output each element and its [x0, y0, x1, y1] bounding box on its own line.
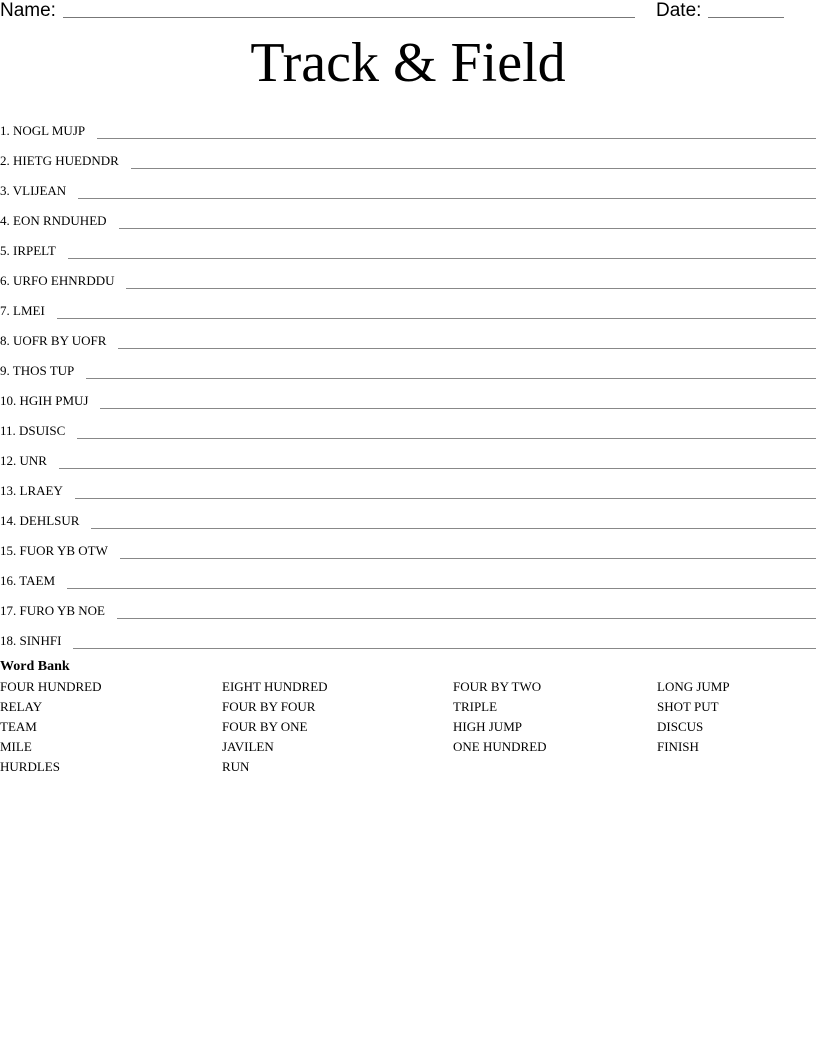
word-bank-item: FOUR BY ONE: [222, 719, 308, 734]
question-row: [0, 531, 816, 561]
scrambled-word: 7. LMEI: [0, 303, 45, 318]
scrambled-word: 3. VLIJEAN: [0, 183, 67, 198]
question-row: [0, 141, 816, 171]
question-row: [0, 171, 816, 201]
question-row: [0, 621, 816, 651]
question-row: [0, 591, 816, 621]
word-bank-item: RUN: [222, 759, 250, 774]
answer-line[interactable]: [68, 258, 816, 259]
scrambled-word: 18. SINHFI: [0, 633, 62, 648]
word-bank-item: FOUR BY TWO: [453, 679, 542, 694]
answer-line[interactable]: [78, 198, 816, 199]
word-bank-item: SHOT PUT: [657, 699, 719, 714]
word-bank-item: DISCUS: [657, 719, 704, 734]
worksheet-title: Track & Field: [250, 32, 566, 94]
word-bank-item: RELAY: [0, 699, 43, 714]
question-row: [0, 321, 816, 351]
answer-line[interactable]: [131, 168, 816, 169]
question-row: [0, 111, 816, 141]
answer-line[interactable]: [97, 138, 816, 139]
word-bank-item: TEAM: [0, 719, 37, 734]
word-bank: [0, 679, 816, 779]
date-field-line[interactable]: [708, 17, 784, 18]
scrambled-word: 13. LRAEY: [0, 483, 63, 498]
answer-line[interactable]: [117, 618, 816, 619]
question-row: [0, 411, 816, 441]
word-bank-item: TRIPLE: [453, 699, 498, 714]
question-row: [0, 261, 816, 291]
word-bank-item: FOUR HUNDRED: [0, 679, 102, 694]
word-bank-item: JAVILEN: [222, 739, 274, 754]
scrambled-word: 2. HIETG HUEDNDR: [0, 153, 119, 168]
question-row: [0, 291, 816, 321]
answer-line[interactable]: [86, 378, 816, 379]
word-bank-item: HIGH JUMP: [453, 719, 522, 734]
scrambled-word: 16. TAEM: [0, 573, 56, 588]
answer-line[interactable]: [126, 288, 816, 289]
scrambled-word: 10. HGIH PMUJ: [0, 393, 89, 408]
name-label: Name:: [0, 0, 56, 21]
question-row: [0, 561, 816, 591]
scrambled-word: 6. URFO EHNRDDU: [0, 273, 115, 288]
scrambled-word: 4. EON RNDUHED: [0, 213, 107, 228]
scrambled-word: 11. DSUISC: [0, 423, 66, 438]
question-row: [0, 351, 816, 381]
word-bank-item: MILE: [0, 739, 32, 754]
answer-line[interactable]: [91, 528, 816, 529]
worksheet-header: [0, 0, 816, 24]
name-field-line[interactable]: [63, 17, 635, 18]
question-row: [0, 231, 816, 261]
date-label: Date:: [656, 0, 702, 21]
word-bank-item: ONE HUNDRED: [453, 739, 547, 754]
answer-line[interactable]: [77, 438, 816, 439]
question-row: [0, 471, 816, 501]
scrambled-word: 17. FURO YB NOE: [0, 603, 105, 618]
word-bank-item: FOUR BY FOUR: [222, 699, 316, 714]
word-bank-item: FINISH: [657, 739, 699, 754]
scrambled-word: 15. FUOR YB OTW: [0, 543, 108, 558]
question-row: [0, 381, 816, 411]
answer-line[interactable]: [59, 468, 816, 469]
answer-line[interactable]: [67, 588, 816, 589]
scrambled-word: 5. IRPELT: [0, 243, 56, 258]
answer-line[interactable]: [119, 228, 816, 229]
word-bank-item: HURDLES: [0, 759, 60, 774]
answer-line[interactable]: [118, 348, 816, 349]
question-row: [0, 501, 816, 531]
question-row: [0, 441, 816, 471]
scrambled-word: 1. NOGL MUJP: [0, 123, 86, 138]
question-row: [0, 201, 816, 231]
answer-line[interactable]: [75, 498, 816, 499]
scrambled-word: 12. UNR: [0, 453, 47, 468]
answer-line[interactable]: [100, 408, 816, 409]
word-bank-title: Word Bank: [0, 659, 70, 674]
question-list: [0, 111, 816, 651]
answer-line[interactable]: [73, 648, 816, 649]
scrambled-word: 8. UOFR BY UOFR: [0, 333, 107, 348]
answer-line[interactable]: [57, 318, 816, 319]
word-bank-item: EIGHT HUNDRED: [222, 679, 328, 694]
scrambled-word: 14. DEHLSUR: [0, 513, 80, 528]
answer-line[interactable]: [120, 558, 816, 559]
word-bank-item: LONG JUMP: [657, 679, 730, 694]
scrambled-word: 9. THOS TUP: [0, 363, 75, 378]
